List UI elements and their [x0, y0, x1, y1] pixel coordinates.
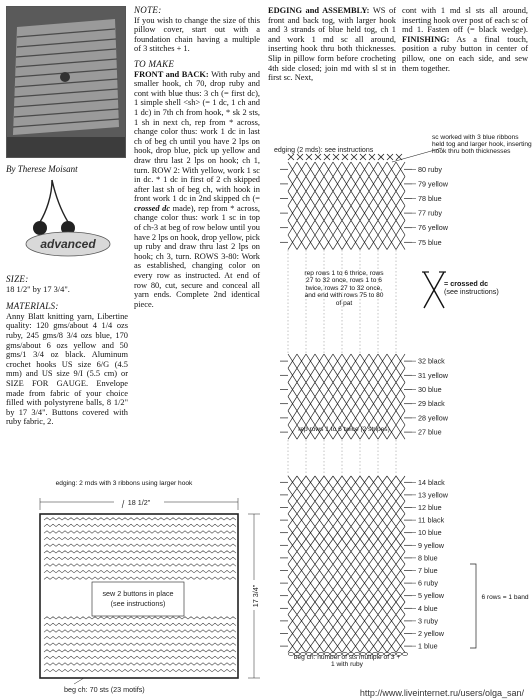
row-label: 28 yellow — [418, 413, 448, 423]
stitch-row — [280, 514, 412, 527]
stitch-row — [280, 397, 412, 411]
front-back-text-2: made), rep from * across, change color thus: work 1 sc in top of ch-3 at beg of row below until you have 2 lps on hook, drop yellow, pick up ruby and draw thru last 2 lps on hook; ch 3, turn. ROWS 3-80: Work as established, changing color on every row as instructed. At end of row 80, cut, secure and conceal all yarn ends. Complete 2nd identical piece. — [134, 203, 261, 309]
repeat-note-2: rep rows 1 to 6 twice (2 stripes) — [298, 426, 390, 433]
row-label: 31 yellow — [418, 370, 448, 380]
stitch-row — [280, 235, 412, 250]
materials-text: Anny Blatt knitting yarn, Libertine quality: 120 gms/about 4 1/4 ozs ruby, 245 gms/8 3/4 ozs blue, 170 gms/about 6 ozs yellow and 50 gms/1 3/4 oz black. Aluminum crochet hooks US size 6/G (4.5 mm) and US size 9/I (5.5 cm) or SIZE FOR GAUGE. Envelope made from fabric of your choice filled with polystyrene balls, 8 1/2" by 17 3/4". Buttons covered with ruby fabric, 2. — [6, 311, 128, 427]
stitch-row — [280, 589, 412, 602]
front-back-text: With ruby and smaller hook, ch 70, drop ruby and cont with blue thus: 3 ch (= first dc), 1 simple shell <sh> (= 1 dc, 1 ch and 1 dc) in 7th ch from hook, * sk 2 sts, 1 sh in next ch, rep from * across, change color thus: work 1 dc in last ch of beg ch until you have 2 lps on hook, drop blue, pick up yellow and draw thru last 2 lps on hook; ch 1, turn. ROW 2: With yellow, work 1 sc in dc. * 1 dc in first of 2 ch skipped after last sh of beg ch, with hook in front work 1 dc in 2nd skipped ch (= — [134, 69, 260, 204]
front-back-title: FRONT and BACK: — [134, 69, 209, 79]
row-label: 30 blue — [418, 385, 442, 394]
stitch-row — [280, 411, 412, 425]
row-label: 13 yellow — [418, 490, 448, 500]
size-materials-column — [6, 275, 128, 427]
badge-label: advanced — [40, 237, 96, 251]
pillow-diagram — [4, 480, 272, 696]
watermark-url: http://www.liveinternet.ru/users/olga_san/ — [359, 688, 524, 698]
edging-title: EDGING and ASSEMBLY: — [268, 6, 370, 15]
stitch-row — [280, 162, 412, 177]
instructions-column — [134, 6, 260, 309]
pillow-width: 18 1/2" — [127, 498, 151, 507]
cherry-stem-icon — [40, 180, 52, 222]
cherry-icon — [33, 221, 47, 235]
stitch-row — [280, 640, 412, 653]
row-label: 6 ruby — [418, 578, 438, 588]
band-note: 6 rows = 1 band — [481, 594, 529, 601]
row-label: 5 yellow — [418, 591, 444, 601]
stitch-row — [280, 564, 412, 577]
chart-edging-label: edging (2 mds): see instructions — [274, 147, 374, 154]
crossed-dc-term: crossed dc — [134, 203, 171, 213]
pillow-center-sub: (see instructions) — [110, 599, 166, 608]
pillow-height: 17 3/4" — [251, 584, 260, 608]
stitch-row — [280, 382, 412, 396]
finishing-column — [402, 6, 528, 73]
stitch-row — [280, 368, 412, 382]
advanced-badge — [18, 176, 118, 266]
row-label: 4 blue — [418, 603, 438, 613]
row-label: 12 blue — [418, 503, 442, 512]
row-label: 11 black — [418, 515, 445, 525]
stitch-row — [280, 615, 412, 628]
row-label: 76 yellow — [418, 223, 448, 233]
edging-stitches — [288, 154, 402, 160]
note-text: If you wish to change the size of this pillow cover, start out with a foundation chain having a multiple of 3 stitches + 1. — [134, 15, 260, 54]
row-label: 78 blue — [418, 194, 442, 203]
stitch-row — [280, 220, 412, 235]
row-label: 80 ruby — [418, 164, 442, 174]
row-label: 7 blue — [418, 566, 438, 575]
finishing-lead: cont with 1 md sl sts all around, inserting hook over post of each sc of md 1. Fasten off (= black wedge). — [402, 6, 528, 35]
pillow-photo — [6, 6, 126, 158]
stitch-row — [280, 191, 412, 206]
stitch-row — [280, 476, 412, 489]
size-heading: SIZE: — [6, 274, 29, 284]
stitch-row — [280, 577, 412, 590]
row-label: 75 blue — [418, 237, 442, 247]
size-text: 18 1/2" by 17 3/4". — [6, 284, 70, 294]
row-label: 14 black — [418, 477, 445, 487]
materials-heading: MATERIALS: — [6, 301, 59, 312]
stitch-row — [280, 206, 412, 221]
crossed-dc-legend-label: = crossed dc — [444, 279, 489, 288]
repeat-note-1: rep rows 1 to 6 thrice, rows 27 to 32 once, rows 1 to 6 twice, rows 27 to 32 once, and end with rows 75 to 80 of pat — [304, 270, 384, 307]
stitch-row — [280, 526, 412, 539]
row-label: 1 blue — [418, 641, 438, 651]
crossed-dc-legend-sub: (see instructions) — [444, 287, 499, 296]
stitch-row — [280, 354, 412, 368]
crossed-dc-legend — [444, 280, 528, 296]
stitch-row — [280, 489, 412, 502]
pillow-center-note: sew 2 buttons in place — [102, 589, 174, 598]
row-label: 32 black — [418, 356, 445, 366]
stitch-grid — [280, 162, 412, 656]
row-label: 77 ruby — [418, 208, 442, 218]
stitch-row — [280, 539, 412, 552]
finishing-title: FINISHING: — [402, 34, 450, 44]
row-label: 3 ruby — [418, 616, 438, 626]
chart-beg-ch: beg ch: number of sts multiple of 3 + 1 with ruby — [293, 654, 401, 669]
stitch-row — [280, 177, 412, 192]
pillow-beg-ch: beg ch: 70 sts (23 motifs) — [64, 685, 145, 694]
row-label: 29 black — [418, 399, 445, 409]
row-label: 10 blue — [418, 528, 442, 538]
stitch-row — [280, 602, 412, 615]
to-make-heading: TO MAKE — [134, 58, 175, 69]
sc-note: sc worked with 3 blue ribbons held tog and larger hook, inserting hook thru both thicknesses — [432, 134, 532, 156]
finishing-text: As a final touch, position a ruby button in center of pillow, one on each side, and sew them together. — [402, 34, 528, 73]
edging-text: WS of front and back tog, with larger hook and 3 strands of blue held tog, ch 1 and work 1 md sc all around, inserting hook thru both thicknesses. Slip in pillow form before crocheting 4th side closed; join md with sl st in first sc. Next, — [268, 6, 396, 83]
stitch-row — [280, 552, 412, 565]
crossed-dc-icon — [422, 270, 446, 310]
crochet-chart — [272, 134, 532, 680]
edging-column — [268, 6, 396, 83]
author-credit: By Therese Moisant — [6, 164, 78, 174]
row-label: 79 yellow — [418, 179, 448, 189]
stitch-row — [280, 501, 412, 514]
row-label: 27 blue — [418, 427, 442, 437]
row-label: 2 yellow — [418, 629, 444, 638]
note-heading: NOTE: — [134, 5, 162, 15]
stitch-row — [280, 627, 412, 640]
row-label: 9 yellow — [418, 540, 444, 550]
pillow-edging-label: edging: 2 rnds with 3 ribbons using larger hook — [55, 480, 193, 487]
row-label: 8 blue — [418, 553, 438, 563]
